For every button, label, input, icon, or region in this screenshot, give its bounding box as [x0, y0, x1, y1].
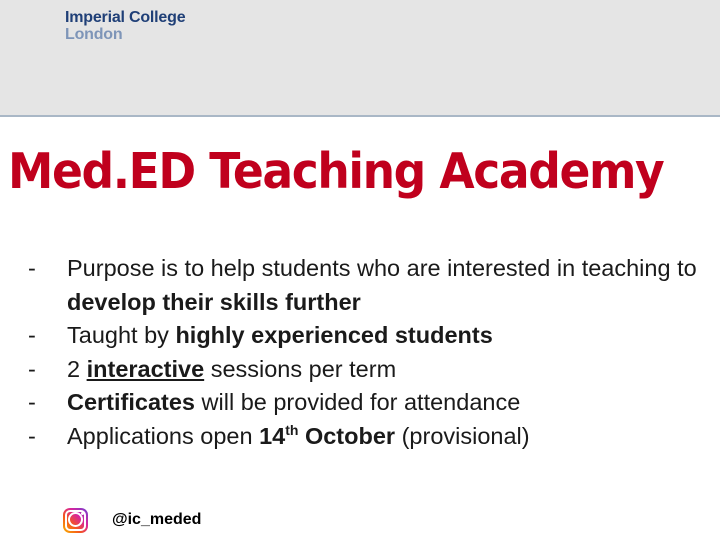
header-band	[0, 0, 720, 117]
bullet-text: develop their skills further	[67, 288, 361, 315]
bullet-dash: -	[28, 355, 36, 382]
bullet-text: th	[285, 421, 299, 438]
instagram-handle: @ic_meded	[112, 511, 202, 528]
bullet-text: October	[298, 422, 396, 449]
logo-line-1: Imperial College	[65, 9, 186, 26]
bullet-text: Applications open	[67, 422, 260, 449]
bullet-text: (provisional)	[395, 422, 530, 449]
bullet-item	[28, 420, 708, 454]
bullet-dash: -	[28, 322, 36, 348]
bullet-text: Purpose is to help students who are interested in teaching to	[67, 255, 697, 281]
bullet-item	[28, 353, 708, 387]
bullet-text: interactive	[86, 355, 205, 382]
bullet-item	[28, 386, 708, 420]
bullet-text: sessions per term	[204, 355, 397, 382]
bullet-text: Certificates	[67, 389, 195, 415]
slide-title: Med.ED Teaching Academy	[8, 143, 664, 200]
bullet-dash: -	[28, 255, 36, 281]
social-handle	[63, 506, 201, 534]
imperial-college-logo	[65, 9, 185, 43]
bullet-text: will be provided for attendance	[195, 389, 521, 415]
bullet-dash: -	[28, 389, 36, 415]
bullet-text: 2	[67, 355, 87, 382]
bullet-dash: -	[28, 422, 36, 449]
bullet-item	[28, 319, 708, 353]
bullet-text: highly experienced students	[175, 322, 493, 348]
bullet-item	[28, 252, 708, 319]
logo-line-2: London	[65, 26, 123, 43]
bullet-text: 14	[259, 422, 286, 449]
instagram-icon	[63, 508, 88, 533]
bullet-text: Taught by	[67, 322, 176, 348]
bullet-list	[28, 252, 708, 453]
